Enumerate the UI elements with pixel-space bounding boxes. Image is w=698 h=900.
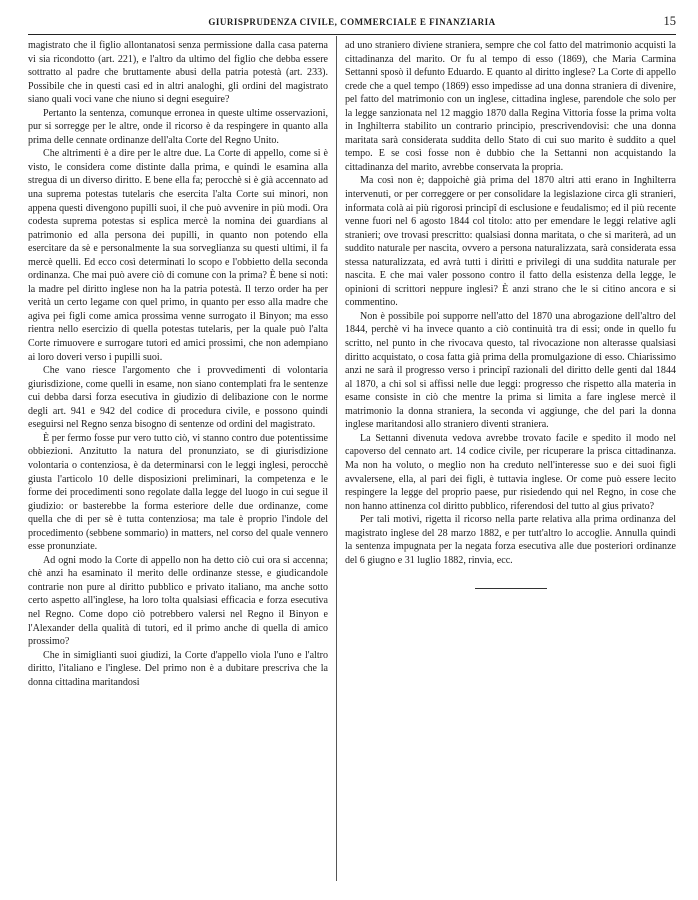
page-number: 15 xyxy=(663,14,676,28)
right-column xyxy=(345,39,676,589)
paragraph: Ma così non è; dappoichè già prima del 1870 altri atti erano in Inghilterra intervenuti, or per correggere or per consolidare la legislazione circa gli stranieri, informata colà ai più rigorosi principî di esclusione e feudalismo; ed il più recente venne fuori nel 6 agosto 1844 col titolo: atto per emendare le leggi relative agli stranieri; ove trovasi prescritto: qualsiasi donna maritata, o che si mariterà, ad un suddito naturale per nascita, ovvero a persona naturalizzata, sarà considerata essa stessa naturalizzata, ed avrà tutti i diritti e privilegi di una suddita naturale per nascita. E che mai valer possono contro il fatto della esistenza della legge, le opinioni di scrittori neppure inglesi? È anzi strano che le si citino ancora e si commentino. xyxy=(345,175,676,309)
paragraph: È per fermo fosse pur vero tutto ciò, vi stanno contro due potentissime obbiezioni. Anzitutto la natura del pronunziato, se di giurisdizione volontaria o contenziosa, è da determinarsi con le leggi inglesi, perocchè giusta l'articolo 10 delle disposizioni preliminari, la competenza e le forme dei procedimenti sono regolate dalla legge del luogo in cui segue il giudizio: or basterebbe la forma esteriore delle due ordinanze, come quella che di per sè è tutta contenziosa; ma tale è proprio l'indole del procedimento (sebbene sommario) in matters, nel corso del quale vennero esse pronunziate. xyxy=(28,432,328,553)
page-header xyxy=(28,12,676,34)
paragraph: La Settanni divenuta vedova avrebbe trovato facile e spedito il modo nel capoverso del cennato art. 14 codice civile, per ricuperare la prisca cittadinanza. Ma non ha voluto, o meglio non ha creduto nell'interesse suo e dei suoi figli avvalersene, ella, al pari dei figli, è tuttavia inglese. Or come può essere lecito respingere la legge del proprio paese, pur risiedendo qui nel Regno, in cose che non hanno attinenza col diritto pubblico, riferendosi del tutto al gius privato? xyxy=(345,432,676,512)
column-divider xyxy=(336,36,337,881)
paragraph: Che altrimenti è a dire per le altre due. La Corte di appello, come si è visto, le considera come distinte dalla prima, e quindi le esamina alla stregua di un diverso diritto. E bene ella fa; perocchè si è già accennato ad una suprema potestas tutelaris che esercita l'alta Corte sui minori, non appena questi divengono pupilli suoi, il che può avvenire in più modi. Ora codesta suprema potestas si esplica mercè la nomina dei guardians al patrimonio ed alla persona dei pupilli, in quanto non potendo ella esercitare da sè e personalmente la sua sorveglianza su questi ultimi, il fa mercè quelli. Ed ecco così determinati lo scopo e l'obbietto della seconda ordinanza. Che mai può avere ciò di comune con la prima? È bene si noti: la madre pel diritto inglese non ha la patria potestà. Il terzo order ha per verità un certo legame con quel primo, in quanto per esso alla madre che agiva pei figli come amica prossima venne surrogato il Binyon; ma esso rientra nello esercizio di quella potestas tutelaris, per la quale può l'alta Corte rimuovere e surrogare tutori ed amici prossimi, che non adempiano ai loro doveri verso i pupilli suoi. xyxy=(28,148,328,363)
paragraph: Per tali motivi, rigetta il ricorso nella parte relativa alla prima ordinanza del magistrato inglese del 28 marzo 1882, e per tutt'altro lo accoglie. Annulla quindi la sentenza impugnata per la negata forza esecutiva alle due posteriori ordinanze del 6 giugno e 31 luglio 1882, rinvia, ecc. xyxy=(345,514,676,566)
left-column xyxy=(28,39,328,689)
paragraph: Che vano riesce l'argomento che i provvedimenti di volontaria giurisdizione, come quelli in esame, non siano contemplati fra le sentenze cui debba darsi forza esecutiva in giudizio di delibazione con le norme degli art. 941 e 942 del codice di procedura civile, e possono quindi eseguirsi nel Regno senza bisogno di sentenze od ordini del magistrato. xyxy=(28,365,328,431)
paragraph: Pertanto la sentenza, comunque erronea in queste ultime osservazioni, pur si sorregge per le altre, onde il ricorso è da respingere in quanto alla prima delle cennate ordinanze dell'alta Corte del Regno Unito. xyxy=(28,107,328,146)
paragraph: Non è possibile poi supporre nell'atto del 1870 una abrogazione dell'altro del 1844, perchè vi ha invece quanto a ciò continuità tra di essi; onde in quello fu scritto, nel punto in che rivocava questo, tal rivocazione non alterasse qualsiasi diritto acquistato, o cosa fatta già prima della promulgazione di esso. Chiarissimo anzi ne sarà il progresso verso i principî razionali del diritto delle genti dal 1844 al 1870, a chi sol si affissi nelle due leggi: progresso che rispetto alla materia in esame consiste in ciò che mentre la prima si limita a fare inglese mercè il matrimonio la donna straniera, la seconda vi aggiunge, che del pari la donna inglese maritandosi allo straniero diventi straniera. xyxy=(345,310,676,431)
paragraph: Che in simiglianti suoi giudizi, la Corte d'appello viola l'uno e l'altro diritto, l'italiano e l'inglese. Del primo non è a dubitare prescriva che la donna cittadina maritandosi xyxy=(28,649,328,688)
section-end-rule xyxy=(475,588,547,589)
header-rule xyxy=(28,34,676,35)
paragraph: Ad ogni modo la Corte di appello non ha detto ciò cui ora si accenna; chè anzi ha esaminato il merito delle ordinanze stesse, e giudicandole contrarie non pure al diritto pubblico e privato italiano, ma anche sotto certo aspetto all'inglese, ha loro tolta qualsiasi efficacia e forza esecutiva nel Regno. Come dopo ciò potrebbero valersi nel Regno il Binyon e l'Alexander della qualità di tutori, ed il primo anche di quella di amico prossimo? xyxy=(28,554,328,648)
running-title: GIURISPRUDENZA CIVILE, COMMERCIALE E FINANZIARIA xyxy=(208,17,496,27)
paragraph: ad uno straniero diviene straniera, sempre che col fatto del matrimonio acquisti la cittadinanza del marito. Or fu al tempo di esso (1869), che Maria Carmina Settanni sposò il defunto Eduardo. E quanto al diritto inglese? La Corte di appello crede che a quel tempo (1869) esso impedisse ad una donna straniera di divenire, pel fatto del matrimonio con un inglese, cittadina inglese, parendole che solo per la legge sanzionata nel 12 maggio 1870 dalla Regina Vittoria fosse la prima volta in Inghilterra stabilito un contrario principio, prescrivendovisi: che una donna maritata sarà considerata suddita dello Stato di cui suo marito è suddito a quel tempo. E se così fosse non è dubbio che la Settanni non acquistando la cittadinanza del marito, avrebbe conservata la propria. xyxy=(345,40,676,173)
paragraph: magistrato che il figlio allontanatosi senza permissione dalla casa paterna vi sia ricondotto (art. 221), e l'altro da ultimo del figlio che debba essere sottratto al padre che bruttamente abusi della patria potestà (art. 233). Possibile che in questi casi ed in altri analoghi, gli ordini del magistrato siano quali voci vane che niuno si degni eseguire? xyxy=(28,40,328,106)
